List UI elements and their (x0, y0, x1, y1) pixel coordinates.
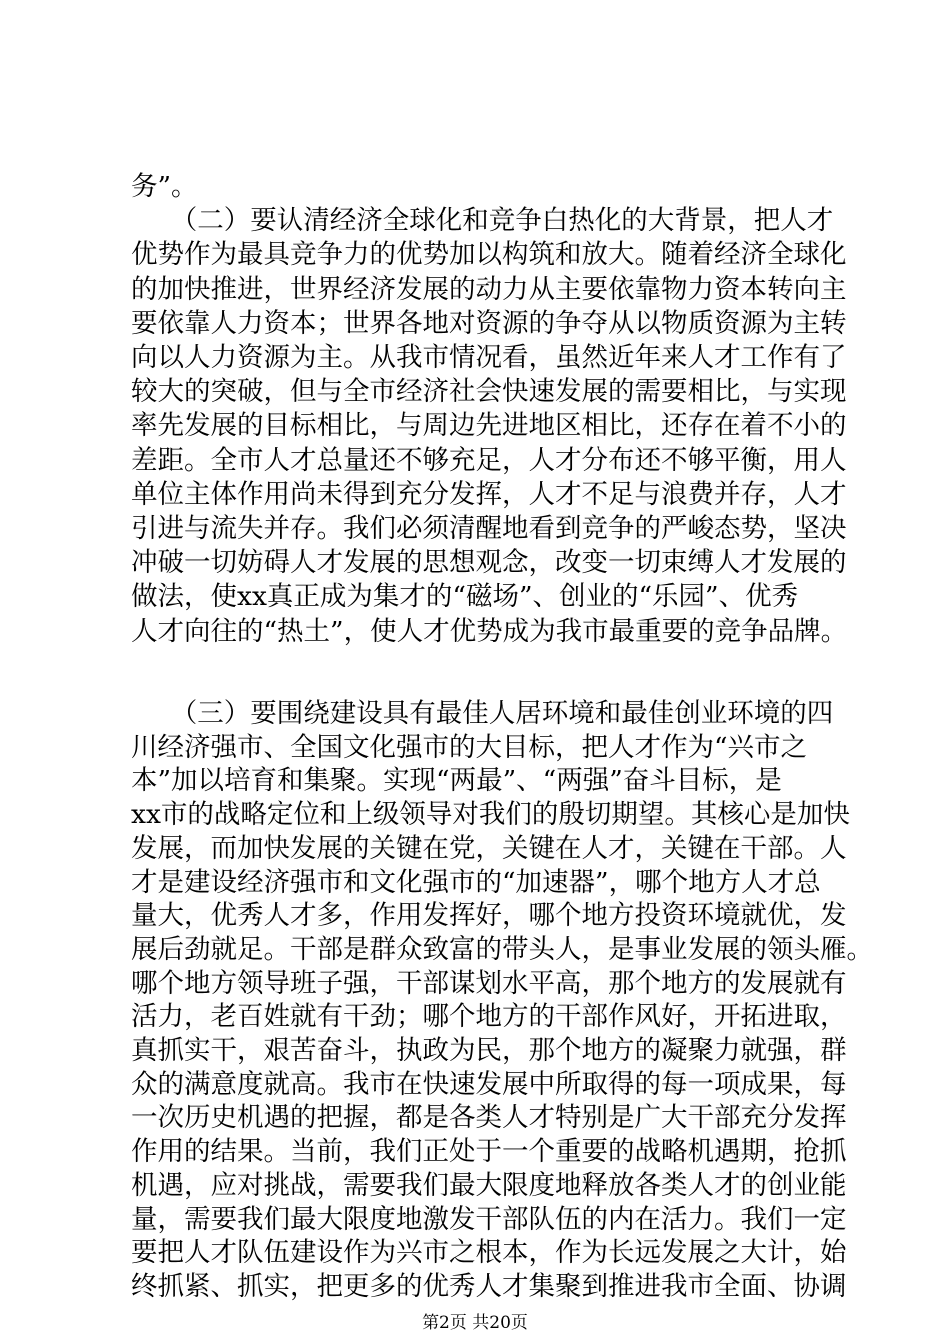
page-number-footer: 第2页 共20页 (422, 1313, 528, 1333)
text-line: 本”加以培育和集聚。实现“两最”、“两强”奋斗目标，是 (131, 765, 782, 796)
text-line: 引进与流失并存。我们必须清醒地看到竞争的严峻态势，坚决 (131, 513, 847, 544)
text-line: 众的满意度就高。我市在快速发展中所取得的每一项成果，每 (131, 1069, 847, 1100)
text-line: 展后劲就足。干部是群众致富的带头人，是事业发展的领头雁。 (131, 934, 873, 965)
text-line: 发展，而加快发展的关键在党，关键在人才，关键在干部。人 (131, 833, 847, 864)
paragraph-2-line: （二）要认清经济全球化和竞争白热化的大背景，把人才 (131, 205, 834, 236)
text-line: 优势作为最具竞争力的优势加以构筑和放大。随着经济全球化 (131, 239, 847, 270)
text-line: 较大的突破，但与全市经济社会快速发展的需要相比，与实现 (131, 376, 847, 407)
text-line: 活力，老百姓就有干劲；哪个地方的干部作风好，开拓进取， (131, 1001, 847, 1032)
text-line: 终抓紧、抓实，把更多的优秀人才集聚到推进我市全面、协调 (131, 1271, 847, 1302)
text-line: 哪个地方领导班子强，干部谋划水平高，那个地方的发展就有 (131, 968, 847, 999)
text-line: 才是建设经济强市和文化强市的“加速器”，哪个地方人才总 (131, 867, 821, 898)
text-line: 差距。全市人才总量还不够充足，人才分布还不够平衡，用人 (131, 445, 847, 476)
text-line: 要把人才队伍建设作为兴市之根本，作为长远发展之大计，始 (131, 1237, 847, 1268)
text-line: 要依靠人力资本；世界各地对资源的争夺从以物质资源为主转 (131, 308, 847, 339)
text-line: 人才向往的“热土”，使人才优势成为我市最重要的竞争品牌。 (131, 616, 848, 647)
text-line: 真抓实干，艰苦奋斗，执政为民，那个地方的凝聚力就强，群 (131, 1035, 847, 1066)
text-line: 作用的结果。当前，我们正处于一个重要的战略机遇期，抢抓 (131, 1136, 847, 1167)
text-line: 向以人力资源为主。从我市情况看，虽然近年来人才工作有了 (131, 342, 847, 373)
text-line: 冲破一切妨碍人才发展的思想观念，改变一切束缚人才发展的 (131, 547, 847, 578)
text-line: xx市的战略定位和上级领导对我们的殷切期望。其核心是加快 (131, 799, 850, 830)
paragraph-3-line: （三）要围绕建设具有最佳人居环境和最佳创业环境的四 (131, 698, 834, 729)
text-line: 单位主体作用尚未得到充分发挥，人才不足与浪费并存，人才 (131, 479, 847, 510)
text-line: 率先发展的目标相比，与周边先进地区相比，还存在着不小的 (131, 410, 847, 441)
text-line: 机遇，应对挑战，需要我们最大限度地释放各类人才的创业能 (131, 1170, 847, 1201)
text-line: 务”。 (131, 171, 198, 202)
text-line: 一次历史机遇的把握，都是各类人才特别是广大干部充分发挥 (131, 1102, 847, 1133)
text-line: 量，需要我们最大限度地激发干部队伍的内在活力。我们一定 (131, 1204, 847, 1235)
text-line: 川经济强市、全国文化强市的大目标，把人才作为“兴市之 (131, 732, 808, 763)
text-line: 量大，优秀人才多，作用发挥好，哪个地方投资环境就优，发 (131, 900, 847, 931)
text-line: 做法，使xx真正成为集才的“磁场”、创业的“乐园”、优秀 (131, 581, 799, 612)
text-line: 的加快推进，世界经济发展的动力从主要依靠物力资本转向主 (131, 274, 847, 305)
